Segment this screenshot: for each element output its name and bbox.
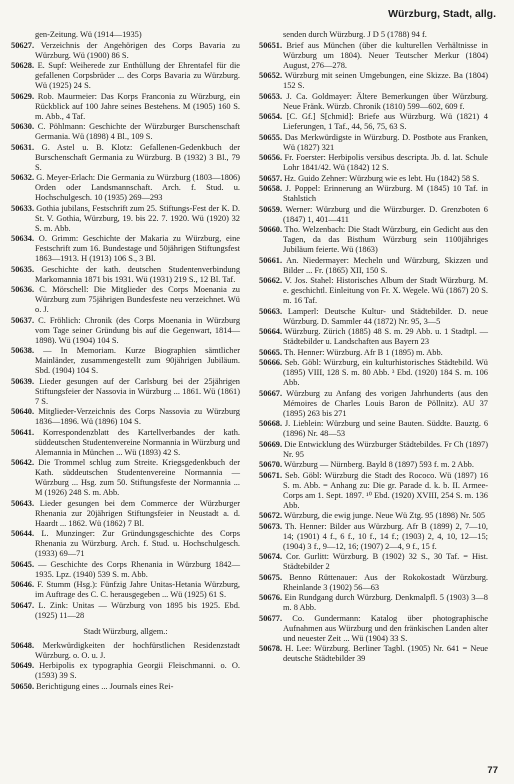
entry-number: 50651.	[259, 40, 283, 50]
bibliography-entry	[259, 644, 488, 664]
entry-text: Co. Gundermann: Katalog über photographische Aufnahmen aus Würzburg und den fränkischen Landen alter und neuester Zeit ... Wü (1904) 33 S.	[283, 613, 488, 643]
entry-number: 50632.	[11, 173, 35, 182]
entry-number: 50666.	[259, 358, 283, 367]
bibliography-entry	[259, 593, 488, 613]
entry-number: 50672.	[259, 511, 283, 520]
bibliography-entry	[259, 511, 488, 521]
entry-number: 50668.	[259, 419, 283, 428]
entry-number: 50654.	[259, 112, 283, 121]
entry-text: J. Ca. Goldmayer: Ältere Bemerkungen über Würzburg. Neue Fränk. Würzb. Chronik (1810) 599—602, 609 f.	[283, 91, 489, 111]
entry-text: L. Munzinger: Zur Gründungsgeschichte des Corps Rhenania zu Würzburg. Arch. f. Stud. u. Hochschulgesch. (1933) 69—71	[35, 529, 240, 558]
entry-text: Th. Henner: Bilder aus Würzburg. Afr B (1899) 2, 7—10, 14; (1901) 4 f., 6 f., 10 f., 14 f.; (1903) 2, 4, 10, 12—15; (1904) 3 f., 9—12, 16; (1907) 2—4, 9 f., 15 f.	[283, 521, 488, 551]
entry-text: Tho. Welzenbach: Die Stadt Würzburg, ein Gedicht aus den Tagen, da das Bisthum Würzburg sein 1100jähriges Jubiläum feierte. Wü (1863)	[283, 225, 488, 254]
bibliography-entry	[259, 276, 488, 306]
entry-number: 50659.	[259, 204, 283, 214]
entry-number: 50645.	[11, 559, 35, 569]
entry-text: G. Astel u. B. Klotz: Gefallenen-Gedenkbuch der Burschenschaft Germania zu Würzburg. B (1932) 3 Bl., 79 S.	[35, 142, 241, 172]
bibliography-entry	[259, 92, 488, 112]
bibliography-entry	[259, 256, 488, 276]
bibliography-entry	[259, 184, 488, 204]
bibliography-entry	[259, 205, 488, 225]
entry-number: 50658.	[259, 184, 283, 193]
bibliography-entry	[259, 522, 488, 552]
entry-number: 50673.	[259, 521, 283, 531]
bibliography-entry	[11, 265, 240, 285]
entry-number: 50649.	[11, 661, 35, 670]
entry-text: Würzburg. Zürich (1885) 48 S. m. 29 Abb. u. 1 Stadtpl. — Städtebilder u. Landschaften aus Bayern 23	[283, 327, 488, 346]
entry-text: F. Stumm (Hsg.): Fünfzig Jahre Unitas-Hetania Würzburg, im Auftrage des C. C. herausgegeben ... Wü (1925) 61 S.	[35, 580, 241, 599]
entry-number: 50653.	[259, 91, 283, 101]
entry-number: 50642.	[11, 458, 35, 467]
bibliography-entry	[259, 30, 488, 40]
bibliography-entry	[259, 153, 488, 173]
entry-text: Geschichte der kath. deutschen Studentenverbindung Markomannia 1871 bis 1931. Wü (1931) 219 S., 12 Bl. Taf.	[35, 264, 241, 284]
entry-number: 50650.	[11, 681, 35, 691]
entry-text: Werner: Würzburg und die Würzburger. D. Grenzboten 6 (1847) 1, 401—411	[283, 204, 488, 224]
entry-number: 50657.	[259, 173, 283, 183]
entry-number: 50643.	[11, 498, 35, 508]
bibliography-entry	[259, 112, 488, 132]
entry-text: Würzburg — Nürnberg. Bayld 8 (1897) 593 f. m. 2 Abb.	[283, 460, 474, 469]
bibliography-entry	[259, 327, 488, 347]
entry-number: 50677.	[259, 613, 283, 623]
page-number: 77	[487, 765, 498, 776]
entry-number: 50641.	[11, 427, 35, 437]
entry-text: Die Trommel schlug zum Streite. Kriegsgedenkbuch der Kath. süddeutschen Studentenvereine Normannia — Würzburg ... Hsg. zum 50. Stiftungsfeste der Normannia ... M (1926) 248 S. m. Abb.	[35, 458, 240, 497]
entry-number: 50674.	[259, 552, 283, 561]
entry-text: Ein Rundgang durch Würzburg. Denkmalpfl. 5 (1903) 3—8 m. 8 Abb.	[283, 593, 488, 612]
entry-number: 50663.	[259, 306, 283, 316]
bibliography-entry	[11, 30, 240, 40]
bibliography-entry	[11, 560, 240, 580]
entry-text: gen-Zeitung. Wü (1914—1935)	[35, 30, 142, 39]
entry-text: Berichtigung eines ... Journals eines Rei-	[36, 681, 174, 691]
left-column	[11, 30, 240, 692]
entry-number: 50636.	[11, 285, 35, 294]
entry-number: 50669.	[259, 439, 283, 449]
bibliography-entry	[259, 419, 488, 439]
entry-number: 50631.	[11, 142, 35, 152]
bibliography-entry	[259, 348, 488, 358]
entry-text: V. Jos. Stahel: Historisches Album der Stadt Würzburg. M. e. geschichtl. Einleitung von Fr. X. Wegele. Wü (1867) 20 S. m. 16 Taf.	[283, 276, 488, 305]
bibliography-entry	[11, 661, 240, 681]
bibliography-entry	[259, 573, 488, 593]
entry-text: Lieder gesungen auf der Carlsburg bei der 25jährigen Stiftungsfeier der Nassovia in Würzburg ... 1861. Wü (1861) 7 S.	[35, 376, 240, 406]
entry-text: — Geschichte des Corps Rhenania in Würzburg 1842—1935. Lpz. (1940) 539 S. m. Abb.	[35, 559, 241, 579]
bibliography-entry	[259, 358, 488, 388]
bibliography-entry	[11, 407, 240, 427]
entry-number: 50670.	[259, 460, 283, 469]
entry-text: Hz. Guido Zehner: Würzburg wie es lebt. Hu (1842) 58 S.	[284, 173, 479, 183]
entry-number: 50667.	[259, 388, 283, 398]
entry-number: 50652.	[259, 71, 283, 80]
bibliography-entry	[11, 285, 240, 315]
section-heading: Stadt Würzburg, allgem.:	[83, 626, 168, 636]
entry-text: Seb. Göbl: Würzburg, ein kulturhistorisches Städtebild. Wü (1895) VIII, 128 S. m. 80 Abb. ³ Ebd. (1920) 184 S. m. 106 Abb.	[283, 358, 488, 387]
entry-text: Korrespondenzblatt des Kartellverbandes der kath. süddeutschen Studentenvereine Normannia in Würzburg und Alemannia in München ... Wü (1893) 42 S.	[35, 427, 241, 457]
entry-number: 50644.	[11, 529, 35, 538]
entry-text: Rob. Maurmeier: Das Korps Franconia zu Würzburg, ein Rückblick auf 100 Jahre seines Bestehens. M (1905) 160 S. m. Abb., 4 Taf.	[35, 91, 241, 121]
bibliography-entry	[11, 173, 240, 203]
entry-text: Th. Henner: Würzburg. Afr B 1 (1895) m. Abb.	[283, 347, 443, 357]
entry-text: Benno Rüttenauer: Aus der Rokokostadt Würzburg. Rheinlande 3 (1902) 56—63	[283, 572, 488, 592]
bibliography-entry	[11, 428, 240, 458]
bibliography-entry	[11, 316, 240, 346]
entry-number: 50656.	[259, 153, 283, 162]
entry-number: 50635.	[11, 264, 35, 274]
bibliography-entry	[11, 122, 240, 142]
entry-text: Das Merkwürdigste in Würzburg. D. Postbote aus Franken, Wü (1827) 321	[283, 132, 488, 152]
entry-number: 50627.	[11, 40, 35, 50]
entry-number: 50648.	[11, 640, 35, 650]
entry-number: 50634.	[11, 234, 35, 243]
bibliography-entry	[259, 307, 488, 327]
entry-text: H. Lee: Würzburg. Berliner Tagbl. (1905) Nr. 641 = Neue deutsche Städtebilder 39	[283, 644, 489, 663]
entry-number: 50640.	[11, 407, 35, 416]
bibliography-entry	[259, 174, 488, 184]
bibliography-entry	[259, 471, 488, 511]
bibliography-entry	[11, 204, 240, 234]
entry-number: 50639.	[11, 376, 35, 386]
entry-number: 50665.	[259, 347, 283, 357]
bibliography-entry	[259, 552, 488, 572]
entry-text: L. Zink: Unitas — Würzburg von 1895 bis 1925. Ebd. (1925) 11—28	[35, 600, 240, 620]
bibliography-entry	[259, 389, 488, 419]
entry-number: 50671.	[259, 470, 283, 480]
bibliography-entry	[259, 614, 488, 644]
entry-text: Merkwürdigkeiten der hochfürstlichen Residenzstadt Würzburg. o. O. u. J.	[35, 640, 241, 660]
bibliography-entry	[259, 71, 488, 91]
bibliography-entry	[11, 234, 240, 264]
entry-text: Lieder gesungen bei dem Commerce der Würzburger Rhenania zur 20jährigen Stiftungsfeier in Neustadt a. d. Haardt ... 1862. Wü (1862) 7 Bl.	[35, 498, 240, 528]
bibliography-entry	[11, 61, 240, 91]
bibliography-entry	[11, 377, 240, 407]
entry-number: 50628.	[11, 61, 35, 70]
bibliography-entry	[11, 682, 240, 692]
entry-number: 50633.	[11, 203, 35, 213]
entry-text: Würzburg, die ewig junge. Neue Wü Ztg. 95 (1898) Nr. 505	[283, 511, 486, 520]
bibliography-entry	[11, 41, 240, 61]
entry-text: E. Supf: Weiherede zur Enthüllung der Ehrentafel für die gefallenen Corpsbrüder ... des Corps Bavaria zu Würzburg. Wü (1925) 24 S.	[35, 61, 241, 90]
running-header: Würzburg, Stadt, allg.	[388, 8, 496, 20]
entry-number: 50630.	[11, 122, 35, 131]
entry-number: 50647.	[11, 600, 35, 610]
entry-number: 50661.	[259, 255, 283, 265]
entry-text: J. Poppel: Erinnerung an Würzburg. M (1845) 10 Taf. in Stahlstich	[283, 184, 488, 203]
bibliography-entry	[11, 499, 240, 529]
entry-text: Mitglieder-Verzeichnis des Corps Nassovia zu Würzburg 1836—1896. Wü (1896) 104 S.	[35, 407, 240, 426]
bibliography-entry	[259, 440, 488, 460]
bibliography-entry	[11, 92, 240, 122]
entry-text: C. Mörschell: Die Mitglieder des Corps Moenania zu Würzburg zum 75jährigen Bundesfeste neu verzeichnet. Wü o. J.	[35, 285, 240, 314]
entry-text: Cor. Gurlitt: Würzburg. B (1902) 32 S., 30 Taf. = Hist. Städtebilder 2	[283, 552, 489, 571]
entry-text: Brief aus München (über die kulturellen Verhältnisse in Würzburg um 1804). Neuer Teutscher Merkur (1804) August, 276—278.	[283, 40, 488, 70]
bibliography-entry	[11, 458, 240, 498]
bibliography-entry	[11, 346, 240, 376]
entry-text: C. Pöhlmann: Geschichte der Würzburger Burschenschaft Germania. Wü (1898) 4 Bl., 109 S.	[35, 122, 240, 141]
bibliography-entry	[11, 529, 240, 559]
bibliography-entry	[259, 225, 488, 255]
entry-text: — In Memoriam. Kurze Biographien sämtlicher Mainländer, zusammengestellt zum 90jährigen Jubiläum. Sbd. (1904) 104 S.	[35, 346, 240, 375]
entry-number: 50664.	[259, 327, 283, 336]
entry-text: senden durch Würzburg. J D 5 (1788) 94 f.	[283, 30, 427, 39]
entry-text: An. Niedermayer: Mecheln und Würzburg, Skizzen und Bilder ... Fr. (1865) XII, 150 S.	[283, 255, 488, 275]
bibliography-entry	[11, 580, 240, 600]
entry-text: O. Grimm: Geschichte der Makaria zu Würzburg, eine Festschrift zum 16. Bundestage und 50jährigen Stiftungsfest 1863—1913. H (1913) 106 S., 3 Bl.	[35, 234, 241, 263]
entry-text: Gothia jubilans, Festschrift zum 25. Stiftungs-Fest der K. D. St. V. Gothia, Würzburg, 19. bis 22. 7. 1920. Wü (1920) 32 S. m. Abb.	[35, 203, 240, 233]
entry-number: 50629.	[11, 91, 35, 101]
entry-number: 50637.	[11, 315, 35, 325]
bibliography-entry	[11, 143, 240, 173]
entry-number: 50678.	[259, 644, 283, 653]
entry-text: Würzburg mit seinen Umgebungen, eine Skizze. Ba (1804) 152 S.	[283, 71, 488, 90]
bibliography-entry	[259, 133, 488, 153]
bibliography-entry	[11, 601, 240, 621]
entry-number: 50676.	[259, 593, 283, 602]
entry-text: Fr. Foerster: Herbipolis versibus descripta. Jb. d. lat. Schule Lohr 1841/42. Wü (1842) 12 S.	[283, 153, 488, 172]
entry-text: [C. Gf.] S[chmid]: Briefe aus Würzburg. Wü (1821) 4 Lieferungen, 1 Taf., 44, 56, 75, 63 S.	[283, 112, 488, 131]
entry-text: Würzburg zu Anfang des vorigen Jahrhunderts (aus den Mémoires de Charles Louis Baron de Pöllnitz). AU 37 (1895) 263 bis 271	[283, 388, 488, 418]
entry-number: 50662.	[259, 276, 283, 285]
entry-text: G. Meyer-Erlach: Die Germania zu Würzburg (1803—1806) Orden oder Landsmannschaft. Arch. f. Stud. u. Hochschulgesch. 10 (1935) 269—293	[35, 173, 240, 202]
entry-number: 50655.	[259, 132, 283, 142]
bibliography-entry	[259, 460, 488, 470]
bibliography-entry	[11, 641, 240, 661]
entry-text: Die Entwicklung des Würzburger Städtebildes. Fr Ch (1897) Nr. 95	[283, 439, 489, 459]
entry-text: Herbipolis ex typographia Georgii Fleischmanni. o. O. (1593) 39 S.	[35, 661, 240, 680]
entry-text: Lamperl: Deutsche Kultur- und Städtebilder. D. neue Würzburg. D. Sammler 44 (1872) Nr. 95, 3—5	[283, 306, 488, 326]
entry-number: 50646.	[11, 580, 35, 589]
entry-text: Verzeichnis der Angehörigen des Corps Bavaria zu Würzburg. Wü (1900) 86 S.	[35, 40, 240, 60]
entry-number: 50660.	[259, 225, 283, 234]
entry-text: C. Fröhlich: Chronik (des Corps Moenania in Würzburg vom Tage seiner Gründung bis auf die Gegenwart, 1814—1898). Wü (1904) 104 S.	[35, 315, 241, 345]
bibliography-entry	[259, 41, 488, 71]
entry-number: 50675.	[259, 572, 283, 582]
right-column	[259, 30, 488, 665]
entry-text: Seb. Göbl: Würzburg die Stadt des Rococo. Wü (1897) 16 S. m. Abb. = Anhang zu: Die gr. Parade d. k. b. II. Armee-Corps am 1. Sept. 1897. ¹⁰ Ebd. (1920) XVIII, 254 S. m. 136 Abb.	[283, 470, 489, 510]
entry-number: 50638.	[11, 346, 35, 355]
entry-text: J. Lieblein: Würzburg und seine Bauten. Süddte. Bauztg. 6 (1896) Nr. 48—53	[283, 419, 489, 438]
